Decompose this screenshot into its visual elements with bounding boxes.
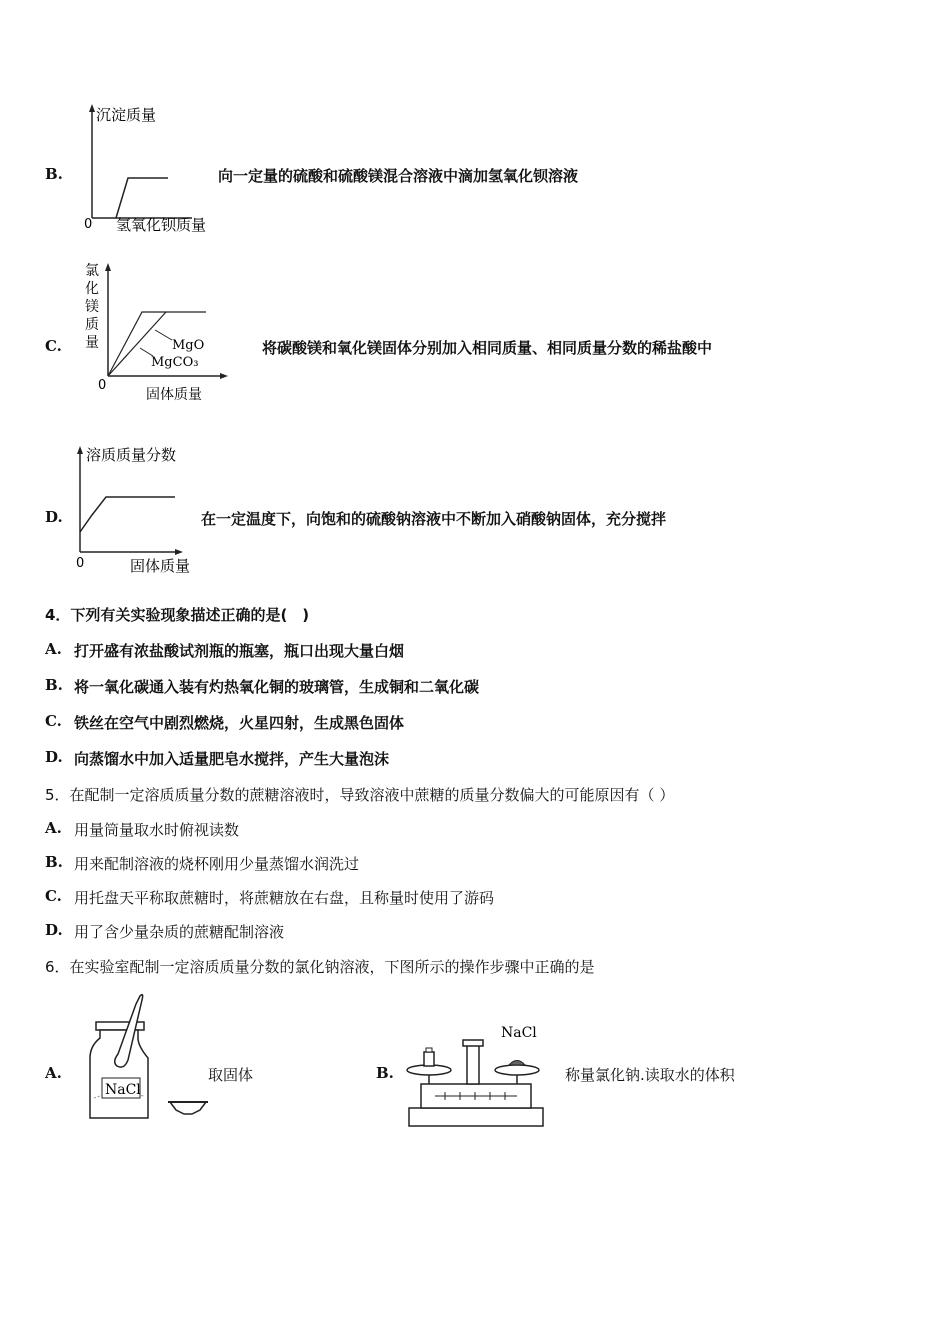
q5-option-a-text: 用量筒量取水时俯视读数 [74,821,240,839]
nacl-pile [509,1061,525,1066]
y-axis-arrow [77,446,83,454]
y-axis-label-char: 化 [85,281,99,297]
q4-option-c-text: 铁丝在空气中剧烈燃烧，火星四射，生成黑色固体 [74,714,405,732]
q5-option-d-letter: D. [45,921,63,939]
q3-option-b-text: 向一定量的硫酸和硫酸镁混合溶液中滴加氢氧化钡溶液 [218,167,579,185]
q3-option-d-graph [72,440,207,578]
curve-line [116,178,168,218]
q4-option-d-text: 向蒸馏水中加入适量肥皂水搅拌，产生大量泡沫 [74,750,390,768]
q4-option-b-letter: B. [45,676,63,694]
origin-label: 0 [76,556,85,571]
y-axis-label-char: 氯 [85,263,99,279]
mortar-icon [170,1102,206,1114]
y-axis-label-char: 量 [85,335,99,351]
curve-line [80,497,175,532]
x-axis-label: 氢氧化钡质量 [116,216,207,234]
q3-option-d-letter: D. [45,508,63,526]
leader-mgo [155,330,172,340]
q3-option-d-text: 在一定温度下，向饱和的硫酸钠溶液中不断加入硝酸钠固体，充分搅拌 [201,510,667,528]
origin-label: 0 [84,217,93,232]
weight-icon [424,1052,434,1066]
origin-label: 0 [98,378,107,393]
q4-option-a-text: 打开盛有浓盐酸试剂瓶的瓶塞，瓶口出现大量白烟 [74,642,405,660]
mgo-label: MgO [172,338,205,353]
x-axis-arrow [220,373,228,379]
x-axis-arrow [175,549,183,555]
balance-base [409,1108,543,1126]
right-pan [495,1065,539,1075]
q6-option-b-text: 称量氯化钠.读取水的体积 [565,1066,735,1084]
q4-option-a-letter: A. [45,640,62,658]
q5-option-d-text: 用了含少量杂质的蔗糖配制溶液 [74,923,285,941]
q3-option-b-graph [80,100,230,235]
y-axis-label: 沉淀质量 [96,106,157,124]
y-axis-label-char: 质 [85,317,99,333]
y-axis-label: 溶质质量分数 [86,446,177,464]
y-axis-arrow [89,104,95,112]
q4-option-c-letter: C. [45,712,62,730]
q4-stem: 4．下列有关实验现象描述正确的是( ) [45,606,310,624]
q6-option-a-image [84,990,214,1125]
y-axis-arrow [105,263,111,271]
q5-option-b-text: 用来配制溶液的烧杯刚用少量蒸馏水润洗过 [74,855,360,873]
balance-column [467,1044,479,1084]
q3-option-c-text: 将碳酸镁和氧化镁固体分别加入相同质量、相同质量分数的稀盐酸中 [262,339,713,357]
q6-option-a-text: 取固体 [208,1066,254,1084]
q5-option-c-letter: C. [45,887,62,905]
q5-stem: 5．在配制一定溶质质量分数的蔗糖溶液时，导致溶液中蔗糖的质量分数偏大的可能原因有（ ） [45,786,675,804]
q3-option-c-graph [80,258,240,406]
q3-option-c-letter: C. [45,337,62,355]
q6-option-b-letter: B. [376,1064,394,1082]
bottle-body [90,1030,148,1118]
q4-option-d-letter: D. [45,748,63,766]
q6-option-b-image [405,1018,550,1130]
q5-option-b-letter: B. [45,853,63,871]
balance-label: NaCl [501,1025,537,1041]
x-axis-label: 固体质量 [130,557,191,575]
q5-option-c-text: 用托盘天平称取蔗糖时，将蔗糖放在右盘，且称量时使用了游码 [74,889,495,907]
q6-stem: 6．在实验室配制一定溶质质量分数的氯化钠溶液，下图所示的操作步骤中正确的是 [45,958,595,976]
q6-option-a-letter: A. [45,1064,62,1082]
q3-option-b-letter: B. [45,165,63,183]
q4-option-b-text: 将一氧化碳通入装有灼热氧化铜的玻璃管，生成铜和二氧化碳 [74,678,480,696]
x-axis-label: 固体质量 [146,387,202,403]
y-axis-label-char: 镁 [85,299,99,315]
q5-option-a-letter: A. [45,819,62,837]
bottle-label: NaCl [105,1082,141,1098]
mgco3-label: MgCO₃ [151,355,199,370]
